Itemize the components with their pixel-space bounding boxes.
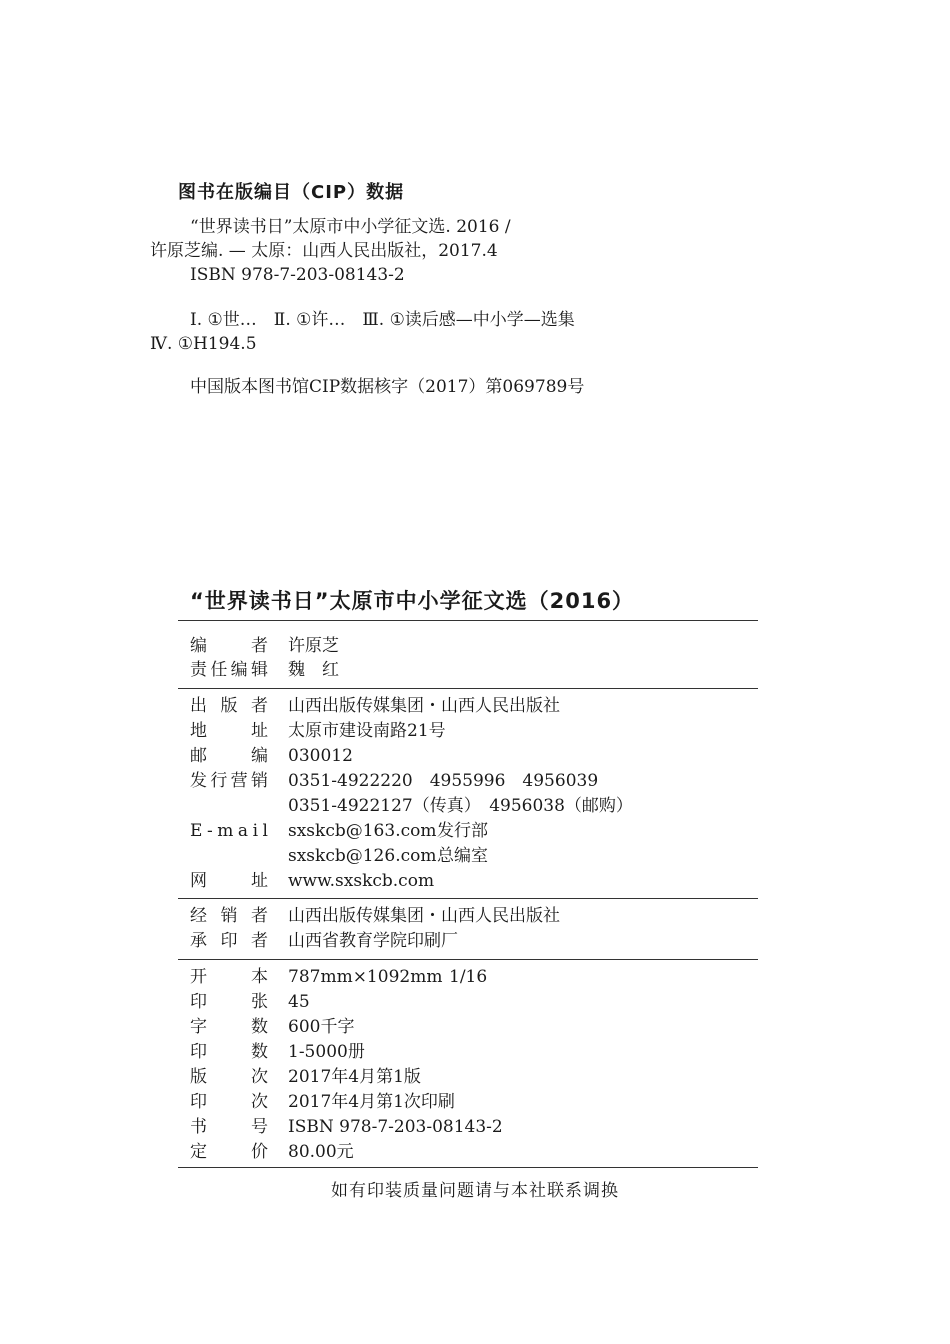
email-address-sales: sxskcb@163.com [288, 821, 437, 841]
cip-heading: 图书在版编目（CIP）数据 [178, 182, 405, 203]
editor-value: 许原芝 [288, 636, 339, 656]
postcode-label: 邮 编 [190, 746, 268, 766]
cip-approval-number: 中国版本图书馆CIP数据核字（2017）第069789号 [190, 377, 585, 397]
email-dept-editorial: 总编室 [437, 846, 488, 866]
distributor-label: 经 销 者 [190, 906, 268, 926]
website-label: 网 址 [190, 871, 268, 891]
sheets-value: 45 [288, 992, 310, 1012]
editor-label: 编 者 [190, 636, 268, 656]
address-label: 地 址 [190, 721, 268, 741]
responsible-editor-label: 责 任 编 辑 [190, 660, 268, 680]
sheets-label: 印 张 [190, 992, 268, 1012]
cip-classification-line-2: Ⅳ. ①H194.5 [150, 334, 257, 354]
postcode-value: 030012 [288, 746, 353, 766]
isbn-label: 书 号 [190, 1117, 268, 1137]
cip-title-line: “世界读书日”太原市中小学征文选. 2016 / [190, 217, 511, 237]
email-label: E - m a i l [190, 821, 268, 841]
responsible-editor-value: 魏 红 [288, 660, 339, 680]
divider [178, 898, 758, 899]
sales-phones: 0351-4922220 4955996 4956039 [288, 771, 599, 791]
edition-label: 版 次 [190, 1067, 268, 1087]
divider [178, 688, 758, 689]
print-run-label: 印 数 [190, 1042, 268, 1062]
format-fold: 1/16 [449, 967, 488, 987]
sales-fax-mailorder: 0351-4922127（传真） 4956038（邮购） [288, 796, 633, 816]
print-run-value: 1-5000册 [288, 1042, 365, 1062]
cip-isbn-line: ISBN 978-7-203-08143-2 [190, 265, 405, 285]
edition-value: 2017年4月第1版 [288, 1067, 421, 1087]
word-count-label: 字 数 [190, 1017, 268, 1037]
cip-classification-line: Ⅰ. ①世… Ⅱ. ①许… Ⅲ. ①读后感—中小学—选集 [190, 310, 575, 330]
email-dept-sales: 发行部 [437, 821, 488, 841]
sales-label: 发 行 营 销 [190, 771, 268, 791]
publisher-label: 出 版 者 [190, 696, 268, 716]
publisher-value: 山西出版传媒集团・山西人民出版社 [288, 696, 560, 716]
printer-value: 山西省教育学院印刷厂 [288, 931, 458, 951]
isbn-value: ISBN 978-7-203-08143-2 [288, 1117, 503, 1137]
cip-editor-line: 许原芝编. — 太原：山西人民出版社，2017.4 [150, 241, 498, 261]
book-title: “世界读书日”太原市中小学征文选（2016） [190, 589, 635, 613]
impression-value: 2017年4月第1次印刷 [288, 1092, 455, 1112]
price-label: 定 价 [190, 1142, 268, 1162]
format-value: 787mm×1092mm [288, 967, 443, 987]
address-value: 太原市建设南路21号 [288, 721, 446, 741]
email-address-editorial: sxskcb@126.com [288, 846, 437, 866]
price-value: 80.00元 [288, 1142, 354, 1162]
divider [178, 620, 758, 621]
printer-label: 承 印 者 [190, 931, 268, 951]
divider [178, 959, 758, 960]
impression-label: 印 次 [190, 1092, 268, 1112]
website-value: www.sxskcb.com [288, 871, 435, 891]
format-label: 开 本 [190, 967, 268, 987]
quality-notice: 如有印装质量问题请与本社联系调换 [331, 1181, 619, 1201]
word-count-value: 600千字 [288, 1017, 355, 1037]
divider [178, 1167, 758, 1168]
distributor-value: 山西出版传媒集团・山西人民出版社 [288, 906, 560, 926]
